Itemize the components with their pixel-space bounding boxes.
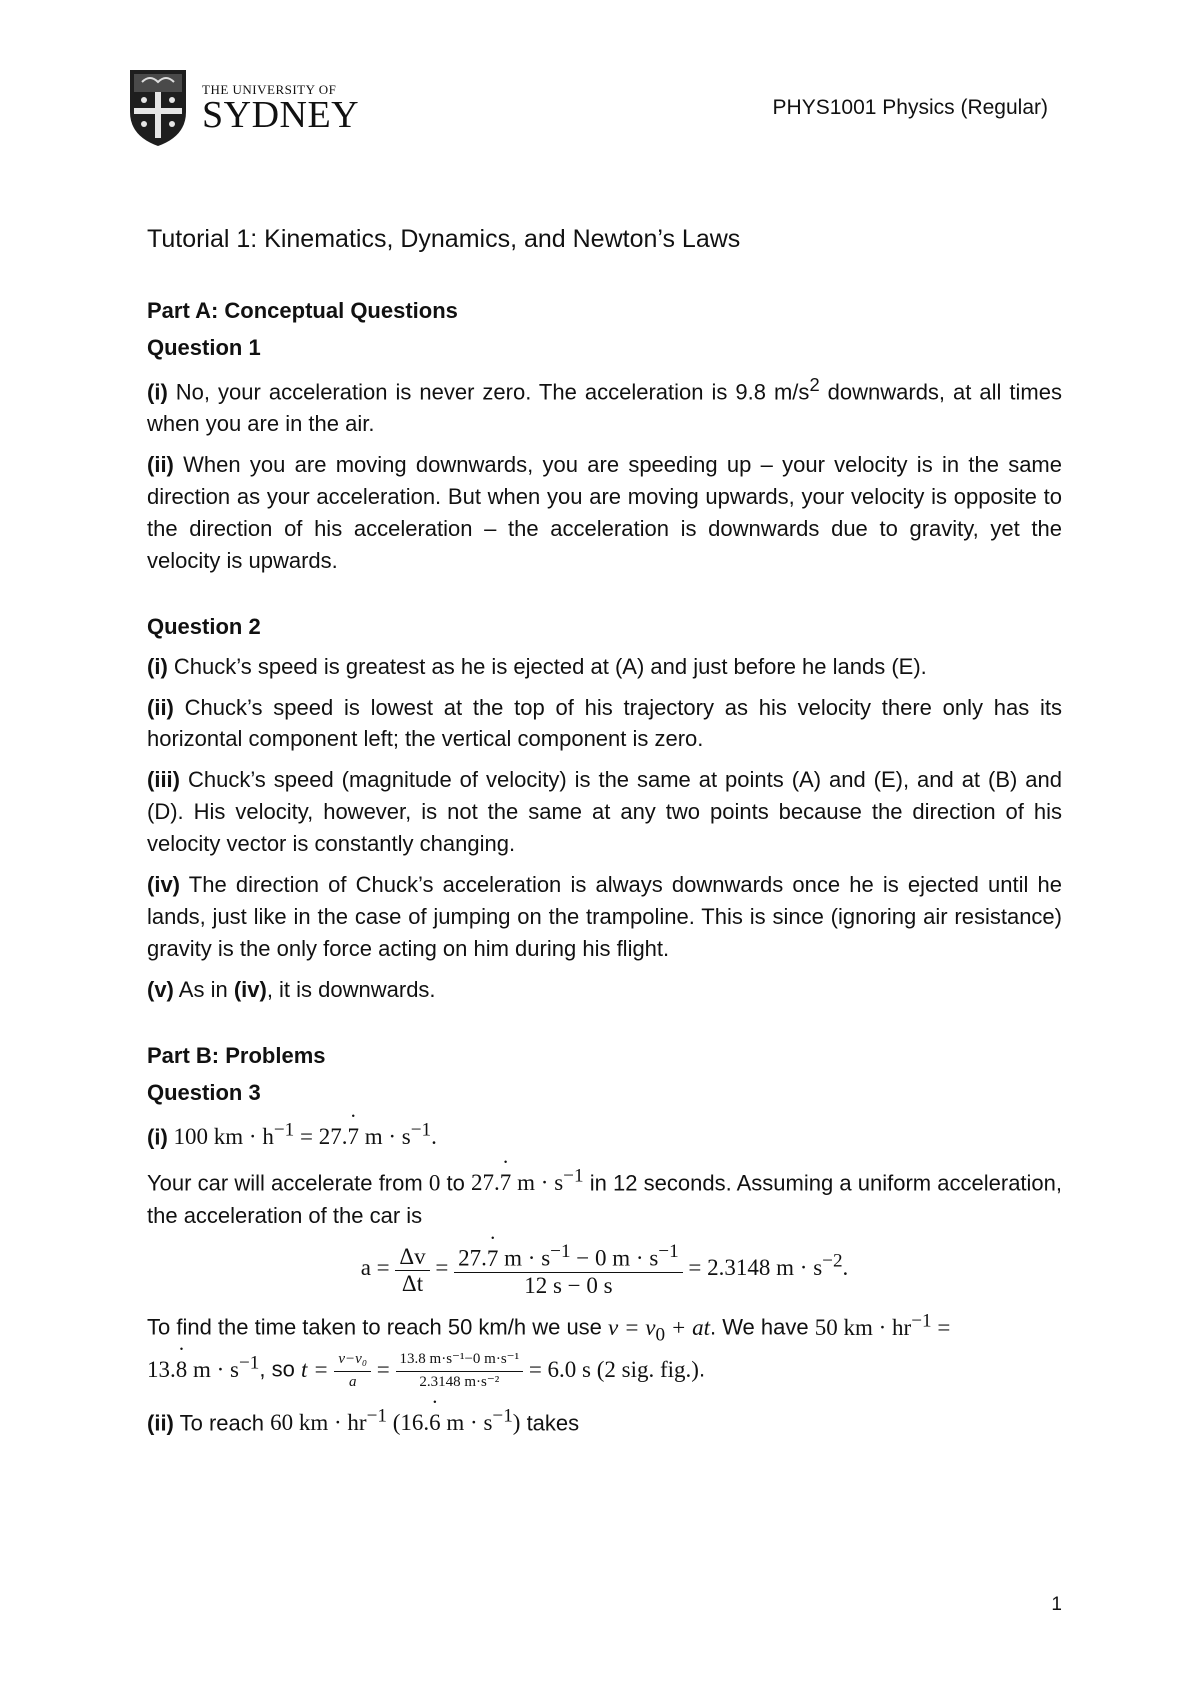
page-number: 1 bbox=[1051, 1594, 1062, 1615]
q3-answer-ii: (ii) To reach 60 km · $hr^{-1}$ (16.˙ 6 $m \cdot s^{-1}$) takes bbox=[147, 1403, 1062, 1440]
part-a-heading: Part A: Conceptual Questions bbox=[147, 298, 458, 323]
q2-answer-ii: (ii) Chuck’s speed is lowest at the top of his trajectory as his velocity there only has its horizontal component left; the vertical component is zero. bbox=[147, 694, 1062, 752]
q3-time-text: To find the time taken to reach 50 km/h we use $v = v_0$ + at. We have 50 km · $hr^{-1}$ = 13.˙ 8 $m \cdot s^{-1}$, so t = $\frac{\text{v−v₀}}{a}$ = $\frac{\text{13.8 m·s⁻¹−0 m·s⁻¹}}{\text{2.3148 m·s⁻²}}$ = 6.0 s (2 sig. fig.). bbox=[147, 1307, 1062, 1394]
question-3-heading: Question 3 bbox=[147, 1079, 261, 1105]
logo-university-small: THE UNIVERSITY OF bbox=[202, 81, 337, 97]
acceleration-equation: a = $\frac{\Delta v}{\Delta t}$ = $\frac{27.˙ 7 m \cdot s^{-1} - 0 m \cdot s^{-1}}{12 s - 0 s}$ = 2.3148 $m \cdot s^{-2}$. bbox=[147, 1241, 1062, 1299]
question-1-heading: Question 1 bbox=[147, 335, 261, 360]
page-title: Tutorial 1: Kinematics, Dynamics, and Newton’s Laws bbox=[147, 225, 741, 253]
university-crest-icon bbox=[128, 68, 188, 148]
logo-university-name: SYDNEY bbox=[202, 93, 360, 136]
university-logo bbox=[128, 68, 359, 148]
q1-answer-i: (i) No, your acceleration is never zero. The acceleration is 9.8 $m/s^2$ downwards, at all times when you are in the air. bbox=[147, 374, 1062, 437]
q3-answer-i: (i) 100 km · $h^{-1}$ = 27.˙ 7 $m \cdot s^{-1}$. bbox=[147, 1117, 1062, 1154]
q2-answer-i: (i) Chuck’s speed is greatest as he is ejected at (A) and just before he lands (E). bbox=[147, 653, 927, 679]
q2-answer-iii: (iii) Chuck’s speed (magnitude of velocity) is the same at points (A) and (E), and at (B) and (D). His velocity, however, is not the same at any two points because the direction of his velocity vector is constantly changing. bbox=[147, 767, 1062, 857]
course-code: PHYS1001 Physics (Regular) bbox=[772, 96, 1048, 119]
q3-acceleration-text: Your car will accelerate from 0 to 27.˙ 7 $m \cdot s^{-1}$ in 12 seconds. Assuming a uniform acceleration, the acceleration of the car is bbox=[147, 1163, 1062, 1232]
document-body bbox=[147, 225, 1062, 1449]
question-2-heading: Question 2 bbox=[147, 613, 261, 639]
part-b-heading: Part B: Problems bbox=[147, 1042, 326, 1068]
q1-answer-ii: (ii) When you are moving downwards, you are speeding up – your velocity is in the same direction as your acceleration. But when you are moving upwards, your velocity is opposite to the direction of his acceleration – the acceleration is downwards due to gravity, yet the velocity is upwards. bbox=[147, 452, 1062, 573]
q2-answer-iv: (iv) The direction of Chuck’s acceleration is always downwards once he is ejected until he lands, just like in the case of jumping on the trampoline. This is since (ignoring air resistance) gravity is the only force acting on him during his flight. bbox=[147, 872, 1062, 961]
q2-answer-v: (v) As in (iv), it is downwards. bbox=[147, 976, 436, 1002]
